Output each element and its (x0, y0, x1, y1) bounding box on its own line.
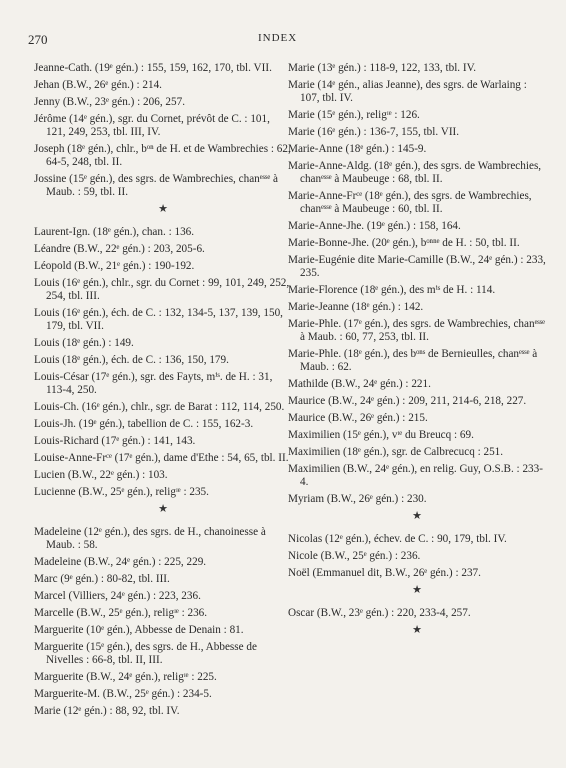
index-entry: Marguerite (10ᵉ gén.), Abbesse de Denain : 81. (34, 624, 244, 636)
index-entry: Maurice (B.W., 24ᵉ gén.) : 209, 211, 214-6, 218, 227. (288, 395, 527, 407)
index-entry: Louis (16ᵉ gén.), éch. de C. : 132, 134-5, 137, 139, 150, 179, tbl. VII. (34, 307, 283, 332)
index-entry: Oscar (B.W., 23ᵉ gén.) : 220, 233-4, 257. (288, 607, 471, 619)
index-entry: Maximilien (B.W., 24ᵉ gén.), en relig. Guy, O.S.B. : 233-4. (288, 463, 543, 488)
entry-group-m (34, 526, 292, 718)
index-entry: Noël (Emmanuel dit, B.W., 26ᵉ gén.) : 237. (288, 567, 481, 579)
index-entry: Jehan (B.W., 26ᵉ gén.) : 214. (34, 79, 162, 91)
index-entry: Marie-Anne-Frᶜᵉ (18ᵉ gén.), des sgrs. de Wambrechies, chanᵉˢˢᵉ à Maubeuge : 60, tbl. II. (288, 190, 532, 215)
index-entry: Madeleine (B.W., 24ᵉ gén.) : 225, 229. (34, 556, 207, 568)
index-left-column (34, 62, 292, 722)
index-entry: Louis-Jh. (19ᵉ gén.), tabellion de C. : 155, 162-3. (34, 418, 254, 430)
index-entry: Marie (16ᵉ gén.) : 136-7, 155, tbl. VII. (288, 126, 460, 138)
index-entry: Marie-Phle. (18ᵉ gén.), des bᵒⁿˢ de Bernieulles, chanᵉˢˢᵉ à Maub. : 62. (288, 348, 538, 373)
index-entry: Lucienne (B.W., 25ᵉ gén.), religᶦᵉ : 235. (34, 486, 209, 498)
index-entry: Marie (13ᵉ gén.) : 118-9, 122, 133, tbl. IV. (288, 62, 477, 74)
index-entry: Louis (18ᵉ gén.) : 149. (34, 337, 134, 349)
index-entry: Louise-Anne-Frᶜᵉ (17ᵉ gén.), dame d'Ethe : 54, 65, tbl. II. (34, 452, 289, 464)
index-right-column (288, 62, 546, 647)
index-entry: Marie-Anne-Aldg. (18ᵉ gén.), des sgrs. de Wambrechies, chanᵉˢˢᵉ à Maubeuge : 68, tbl. II. (288, 160, 542, 185)
index-entry: Maximilien (18ᵉ gén.), sgr. de Calbrecucq : 251. (288, 446, 504, 458)
index-entry: Marguerite (B.W., 24ᵉ gén.), religᶦᵉ : 225. (34, 671, 217, 683)
index-entry: Nicolas (12ᵉ gén.), échev. de C. : 90, 179, tbl. IV. (288, 533, 507, 545)
index-entry: Marcelle (B.W., 25ᵉ gén.), religᶦᵉ : 236. (34, 607, 208, 619)
section-separator-star: ★ (158, 203, 168, 215)
index-entry: Mathilde (B.W., 24ᵉ gén.) : 221. (288, 378, 431, 390)
index-entry: Jérôme (14ᵉ gén.), sgr. du Cornet, prévôt de C. : 101, 121, 249, 253, tbl. III, IV. (34, 113, 270, 138)
index-entry: Marie-Bonne-Jhe. (20ᵉ gén.), bᵒⁿⁿᵉ de H. : 50, tbl. II. (288, 237, 520, 249)
index-entry: Léopold (B.W., 21ᵉ gén.) : 190-192. (34, 260, 195, 272)
index-entry: Marie (14ᵉ gén., alias Jeanne), des sgrs. de Warlaing : 107, tbl. IV. (288, 79, 527, 104)
page-title: INDEX (258, 32, 298, 44)
entry-group-o (288, 607, 546, 620)
index-entry: Jenny (B.W., 23ᵉ gén.) : 206, 257. (34, 96, 185, 108)
index-entry: Maurice (B.W., 26ᵉ gén.) : 215. (288, 412, 428, 424)
entry-group-l (34, 226, 292, 499)
index-entry: Marie-Eugénie dite Marie-Camille (B.W., 24ᵉ gén.) : 233, 235. (288, 254, 546, 279)
index-entry: Madeleine (12ᵉ gén.), des sgrs. de H., chanoinesse à Maub. : 58. (34, 526, 266, 551)
index-entry: Louis (18ᵉ gén.), éch. de C. : 136, 150, 179. (34, 354, 229, 366)
index-entry: Nicole (B.W., 25ᵉ gén.) : 236. (288, 550, 421, 562)
index-entry: Marie-Jeanne (18ᵉ gén.) : 142. (288, 301, 424, 313)
index-entry: Jeanne-Cath. (19ᵉ gén.) : 155, 159, 162, 170, tbl. VII. (34, 62, 272, 74)
index-entry: Marie-Phle. (17ᵉ gén.), des sgrs. de Wambrechies, chanᵉˢˢᵉ à Maub. : 60, 77, 253, tbl. II. (288, 318, 546, 343)
entry-group-m-continued (288, 62, 546, 506)
section-separator-star: ★ (412, 624, 422, 636)
index-entry: Marguerite-M. (B.W., 25ᵉ gén.) : 234-5. (34, 688, 212, 700)
index-entry: Marie (12ᵉ gén.) : 88, 92, tbl. IV. (34, 705, 180, 717)
index-entry: Louis-Richard (17ᵉ gén.) : 141, 143. (34, 435, 196, 447)
section-separator-star: ★ (412, 510, 422, 522)
index-entry: Marie (15ᵉ gén.), religᶦᵉ : 126. (288, 109, 420, 121)
section-separator-star: ★ (158, 503, 168, 515)
index-entry: Marc (9ᵉ gén.) : 80-82, tbl. III. (34, 573, 170, 585)
index-entry: Joseph (18ᵉ gén.), chlr., bᵒⁿ de H. et de Wambrechies : 62, 64-5, 248, tbl. II. (34, 143, 291, 168)
entry-group-n (288, 533, 546, 580)
index-entry: Marie-Florence (18ᵉ gén.), des mⁱˢ de H. : 114. (288, 284, 496, 296)
index-entry: Marie-Anne-Jhe. (19ᵉ gén.) : 158, 164. (288, 220, 461, 232)
index-entry: Léandre (B.W., 22ᵉ gén.) : 203, 205-6. (34, 243, 205, 255)
section-separator-star: ★ (412, 584, 422, 596)
index-entry: Lucien (B.W., 22ᵉ gén.) : 103. (34, 469, 168, 481)
index-entry: Louis-Ch. (16ᵉ gén.), chlr., sgr. de Barat : 112, 114, 250. (34, 401, 285, 413)
index-entry: Myriam (B.W., 26ᵉ gén.) : 230. (288, 493, 427, 505)
index-entry: Jossine (15ᵉ gén.), des sgrs. de Wambrechies, chanᵉˢˢᵉ à Maub. : 59, tbl. II. (34, 173, 279, 198)
index-entry: Louis (16ᵉ gén.), chlr., sgr. du Cornet : 99, 101, 249, 252, 254, tbl. III. (34, 277, 290, 302)
index-entry: Marie-Anne (18ᵉ gén.) : 145-9. (288, 143, 427, 155)
index-entry: Maximilien (15ᵉ gén.), vᶦᵉ du Breucq : 69. (288, 429, 474, 441)
index-entry: Louis-César (17ᵉ gén.), sgr. des Fayts, mⁱˢ. de H. : 31, 113-4, 250. (34, 371, 273, 396)
index-entry: Marguerite (15ᵉ gén.), des sgrs. de H., Abbesse de Nivelles : 66-8, tbl. II, III. (34, 641, 257, 666)
page-number: 270 (28, 32, 48, 47)
entry-group-j (34, 62, 292, 199)
index-entry: Marcel (Villiers, 24ᵉ gén.) : 223, 236. (34, 590, 201, 602)
index-entry: Laurent-Ign. (18ᵉ gén.), chan. : 136. (34, 226, 195, 238)
